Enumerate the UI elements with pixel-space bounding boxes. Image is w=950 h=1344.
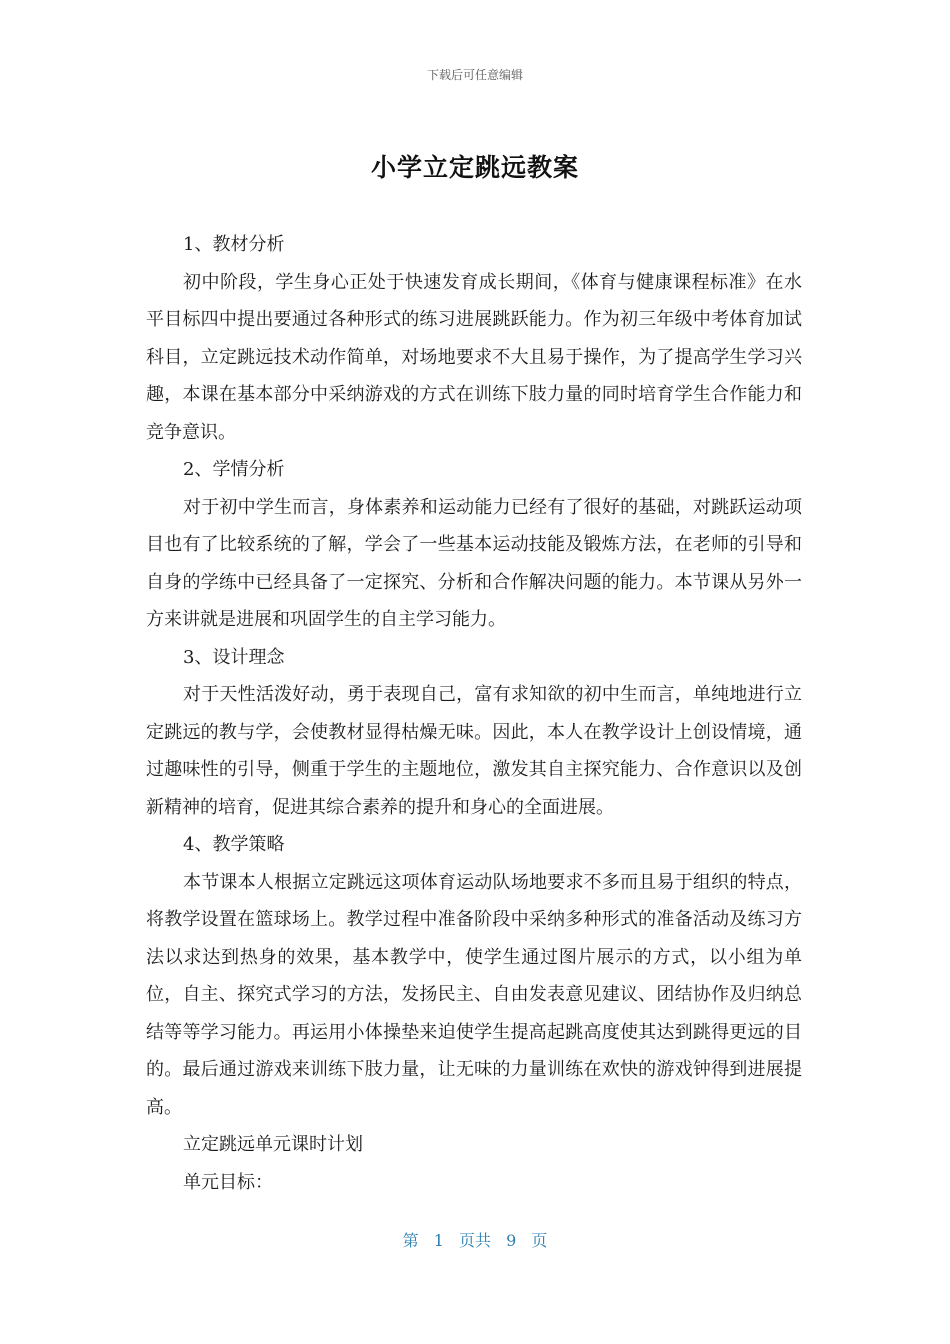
header-note: 下载后可任意编辑 (426, 68, 523, 82)
section-heading: 4、教学策略 (183, 834, 285, 855)
paragraph: 对于初中学生而言，身体素养和运动能力已经有了很好的基础，对跳跃运动项目也有了比较系统的了解，学会了一些基本运动技能及锻炼方法，在老师的引导和自身的学练中已经具备了一定探究、分析和合作解决问题的能力。本节课从另外一方来讲就是进展和巩固学生的自主学习能力。 (146, 496, 802, 630)
section-heading: 单元目标： (183, 1171, 273, 1193)
section-heading: 3、设计理念 (183, 646, 285, 668)
paragraph: 对于天性活泼好动，勇于表现自己，富有求知欲的初中生而言，单纯地进行立定跳远的教与学，会使教材显得枯燥无味。因此，本人在教学设计上创设情境，通过趣味性的引导，侧重于学生的主题地位，激发其自主探究能力、合作意识以及创新精神的培育，促进其综合素养的提升和身心的全面进展。 (146, 684, 802, 818)
paragraph: 初中阶段，学生身心正处于快速发育成长期间，《体育与健康课程标准》在水平目标四中提出要通过各种形式的练习进展跳跃能力。作为初三年级中考体育加试科目，立定跳远技术动作简单，对场地要求不大且易于操作，为了提高学生学习兴趣，本课在基本部分中采纳游戏的方式在训练下肢力量的同时培育学生合作能力和竞争意识。 (146, 271, 802, 443)
paragraph: 本节课本人根据立定跳远这项体育运动队场地要求不多而且易于组织的特点，将教学设置在篮球场上。教学过程中准备阶段中采纳多种形式的准备活动及练习方法以求达到热身的效果，基本教学中，使学生通过图片展示的方式，以小组为单位，自主、探究式学习的方法，发扬民主、自由发表意见建议、团结协作及归纳总结等等学习能力。再运用小体操垫来迫使学生提高起跳高度使其达到跳得更远的目的。最后通过游戏来训练下肢力量，让无味的力量训练在欢快的游戏钟得到进展提高。 (146, 871, 802, 1118)
section-heading: 2、学情分析 (183, 459, 285, 480)
page-number-footer: 第 1 页共 9 页 (402, 1231, 548, 1250)
document-title: 小学立定跳远教案 (370, 153, 579, 182)
section-heading: 1、教材分析 (183, 234, 285, 255)
document-body (146, 226, 802, 1201)
section-heading: 立定跳远单元课时计划 (183, 1134, 363, 1155)
